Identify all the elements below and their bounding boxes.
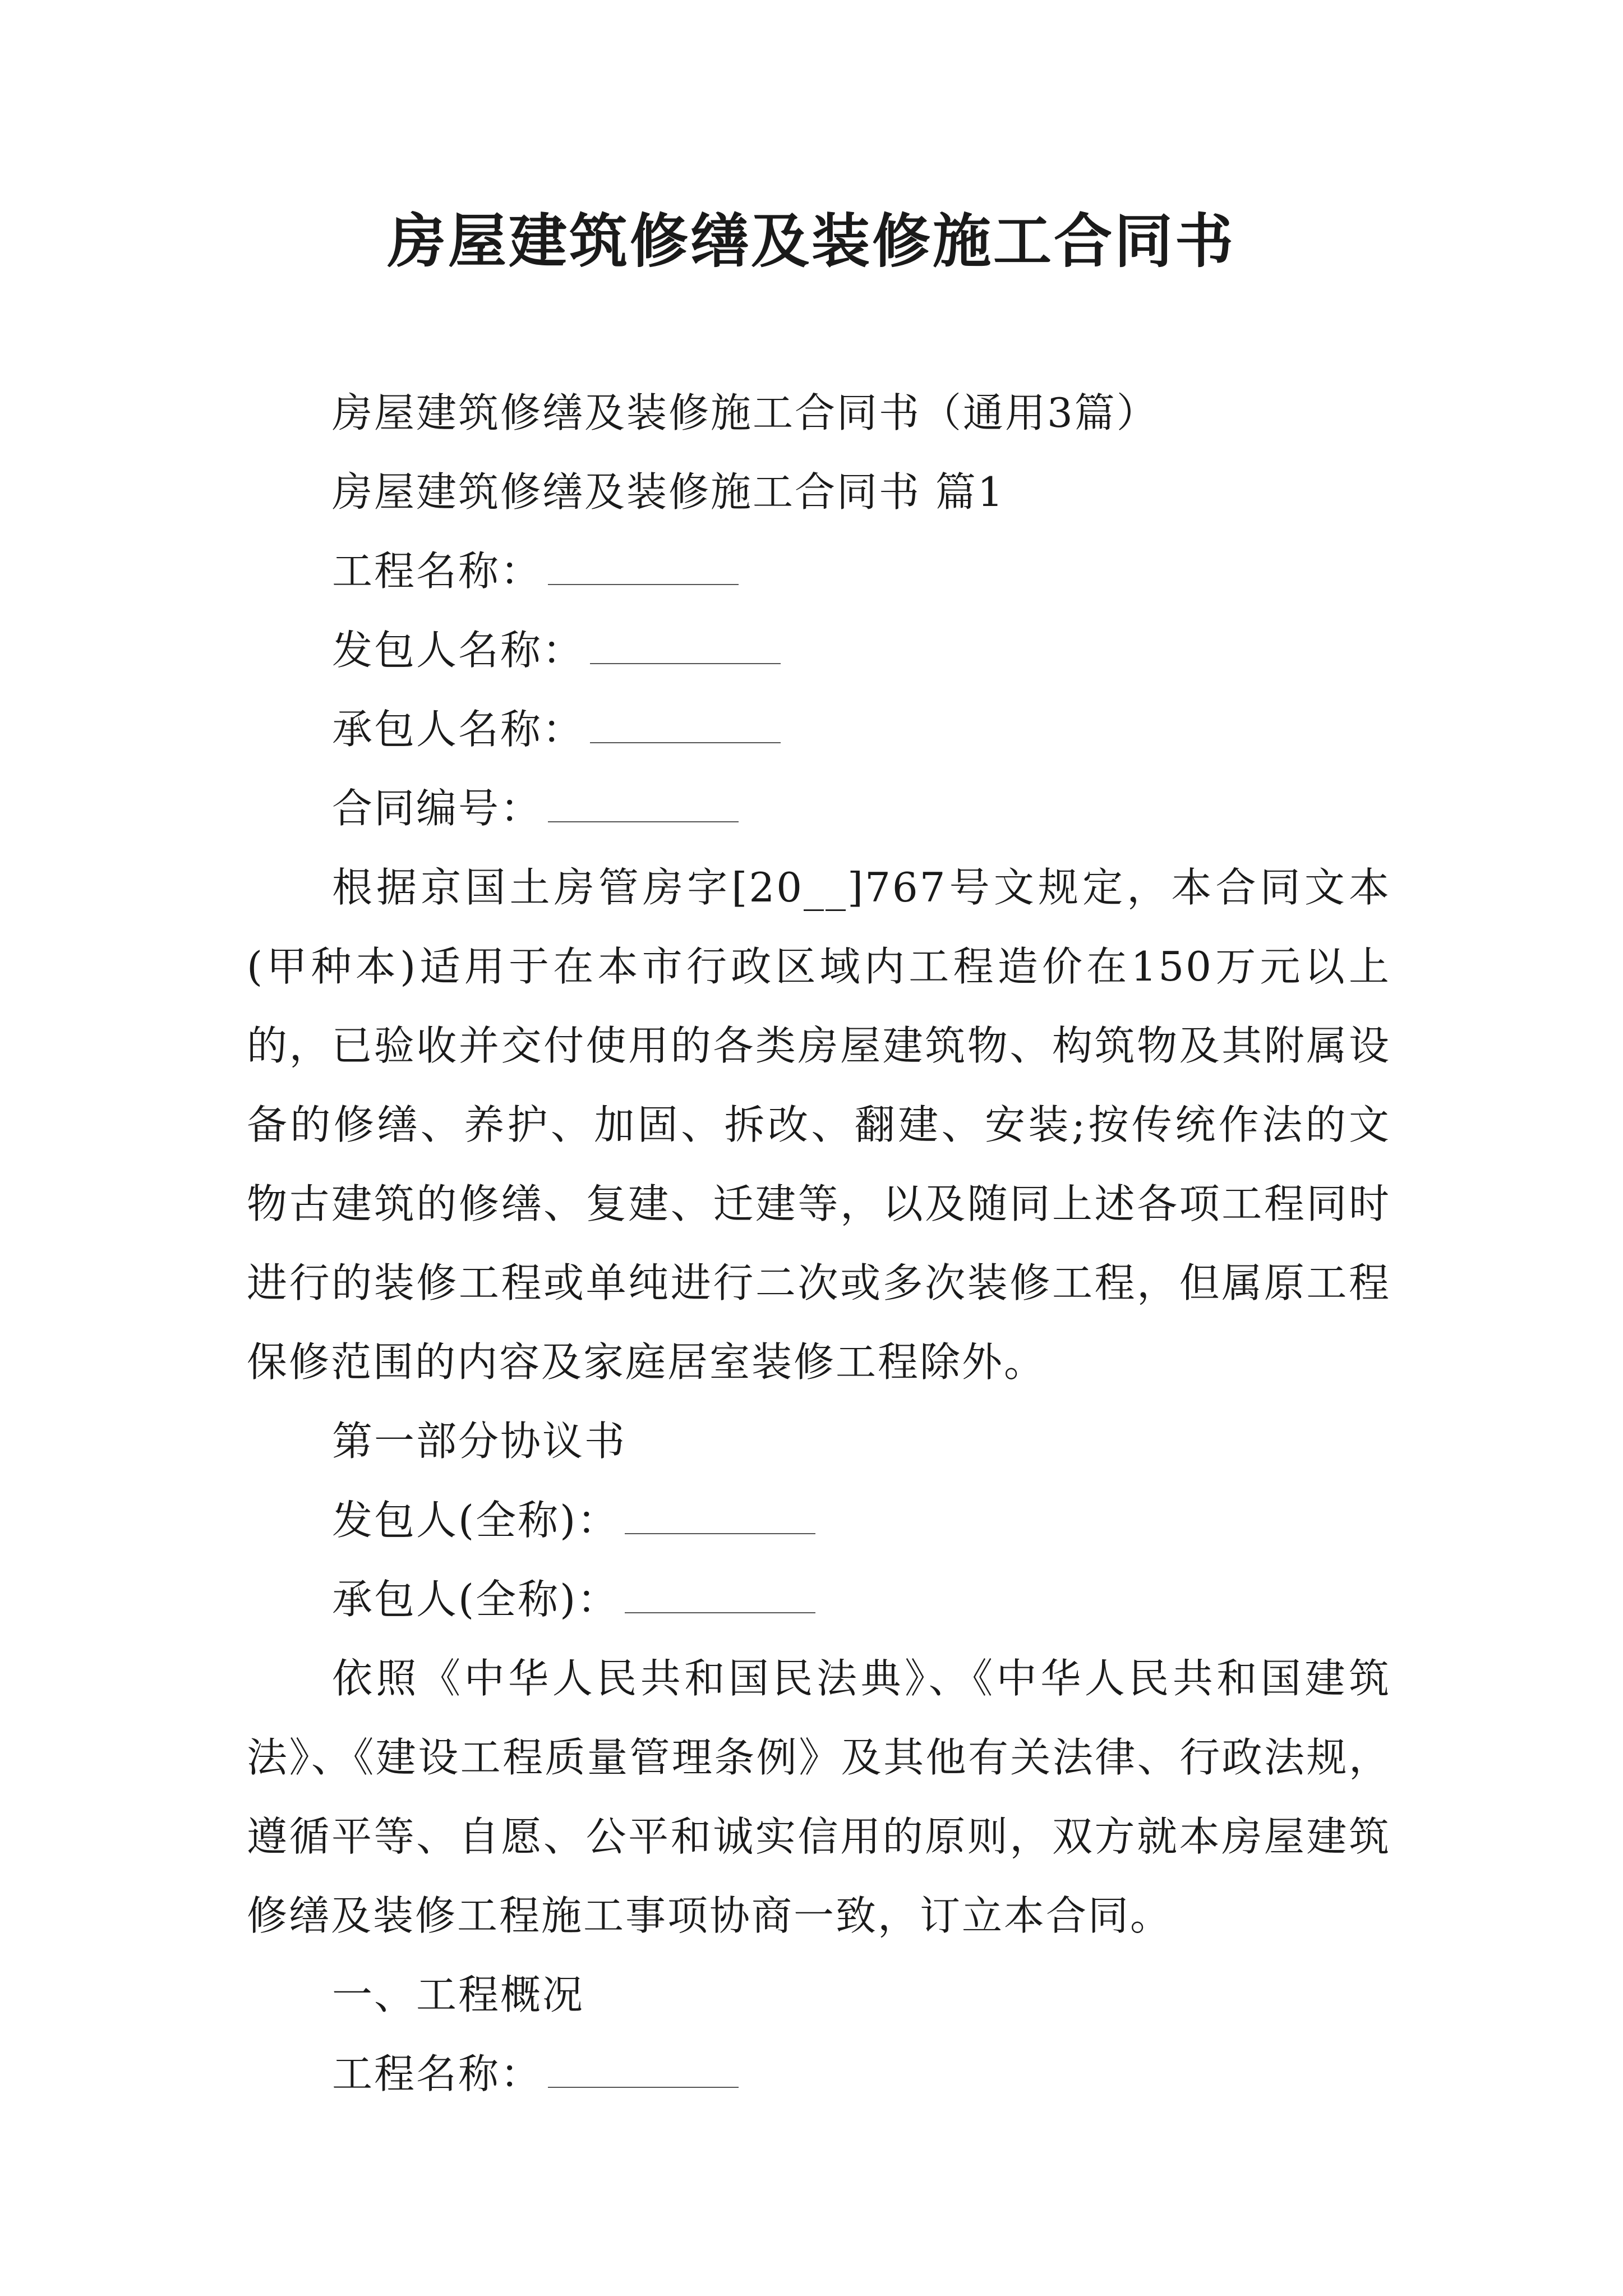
contractor-full-line bbox=[247, 1560, 1391, 1639]
employer-full-line bbox=[247, 1481, 1391, 1560]
project-name-blank-2 bbox=[548, 2053, 739, 2088]
document-title: 房屋建筑修缮及装修施工合同书 bbox=[387, 207, 1235, 275]
employer-name-blank bbox=[590, 629, 781, 664]
contractor-full-label: 承包人(全称)： bbox=[332, 1576, 620, 1623]
contractor-name-label: 承包人名称： bbox=[332, 706, 585, 753]
contract-no-blank bbox=[548, 788, 739, 822]
agreement-heading: 第一部分协议书 bbox=[332, 1418, 627, 1465]
project-name-label: 工程名称： bbox=[332, 547, 543, 595]
project-name-blank bbox=[548, 550, 739, 585]
section-one-heading: 一、工程概况 bbox=[332, 1971, 585, 2018]
part-heading: 房屋建筑修缮及装修施工合同书 篇1 bbox=[332, 468, 1005, 516]
employer-name-label: 发包人名称： bbox=[332, 627, 585, 674]
project-name-line-2 bbox=[247, 2035, 1391, 2114]
project-name-label-2: 工程名称： bbox=[332, 2050, 543, 2097]
subtitle: 房屋建筑修缮及装修施工合同书（通用3篇） bbox=[332, 389, 1159, 436]
project-name-line bbox=[247, 532, 1391, 611]
contract-no-line bbox=[247, 769, 1391, 848]
document-body bbox=[247, 374, 1391, 2114]
employer-full-blank bbox=[625, 1499, 815, 1534]
contractor-full-blank bbox=[625, 1579, 815, 1613]
employer-name-line bbox=[247, 611, 1391, 690]
contract-no-label: 合同编号： bbox=[332, 785, 543, 832]
scope-paragraph: 根据京国土房管房字[20__]767号文规定，本合同文本(甲种本)适用于在本市行政区域内工程造价在150万元以上的，已验收并交付使用的各类房屋建筑物、构筑物及其附属设备的修缮、养护、加固、拆改、翻建、安装;按传统作法的文物古建筑的修缮、复建、迁建等，以及随同上述各项工程同时进行的装修工程或单纯进行二次或多次装修工程，但属原工程保修范围的内容及家庭居室装修工程除外。 bbox=[247, 864, 1391, 1386]
basis-paragraph: 依照《中华人民共和国民法典》、《中华人民共和国建筑法》、《建设工程质量管理条例》及其他有关法律、行政法规，遵循平等、自愿、公平和诚实信用的原则，双方就本房屋建筑修缮及装修工程施工事项协商一致，订立本合同。 bbox=[247, 1655, 1391, 1939]
contractor-name-blank bbox=[590, 708, 781, 743]
employer-full-label: 发包人(全称)： bbox=[332, 1497, 620, 1544]
contractor-name-line bbox=[247, 690, 1391, 769]
